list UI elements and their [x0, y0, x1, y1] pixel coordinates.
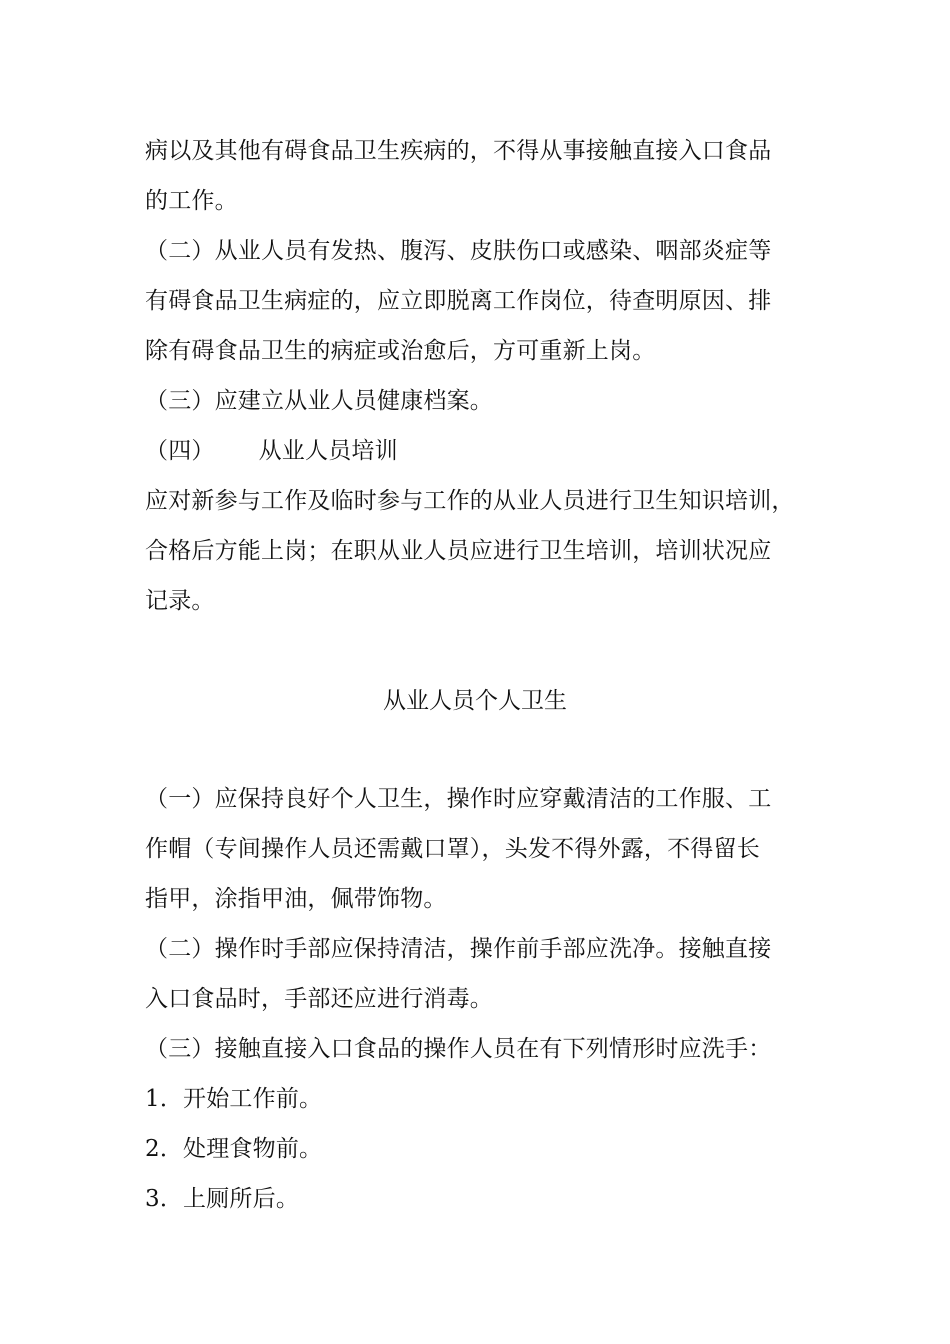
item-four-heading — [145, 436, 398, 466]
list-item: 1．开始工作前。 — [145, 1086, 323, 1112]
paragraph-line: 应对新参与工作及临时参与工作的从业人员进行卫生知识培训， — [145, 488, 795, 514]
item-four-title: 从业人员培训 — [258, 438, 398, 464]
section-heading: 从业人员个人卫生 — [383, 688, 567, 714]
paragraph-line: （二）操作时手部应保持清洁，操作前手部应洗净。接触直接 — [145, 936, 772, 962]
paragraph-line: （二）从业人员有发热、腹泻、皮肤伤口或感染、咽部炎症等 — [145, 238, 772, 264]
paragraph-line: 有碍食品卫生病症的，应立即脱离工作岗位，待查明原因、排 — [145, 288, 772, 314]
paragraph-line: （三）应建立从业人员健康档案。 — [145, 388, 493, 414]
paragraph-line: （三）接触直接入口食品的操作人员在有下列情形时应洗手： — [145, 1036, 772, 1062]
list-item: 2．处理食物前。 — [145, 1136, 323, 1162]
paragraph-line: 除有碍食品卫生的病症或治愈后，方可重新上岗。 — [145, 338, 656, 364]
item-four-label: （四） — [145, 438, 215, 464]
paragraph-line: 记录。 — [145, 588, 215, 614]
paragraph-line: 的工作。 — [145, 188, 238, 214]
paragraph-line: 病以及其他有碍食品卫生疾病的，不得从事接触直接入口食品 — [145, 138, 772, 164]
list-item: 3．上厕所后。 — [145, 1186, 300, 1212]
paragraph-line: 指甲，涂指甲油，佩带饰物。 — [145, 886, 447, 912]
paragraph-line: 入口食品时，手部还应进行消毒。 — [145, 986, 493, 1012]
paragraph-line: （一）应保持良好个人卫生，操作时应穿戴清洁的工作服、工 — [145, 786, 772, 812]
paragraph-line: 作帽（专间操作人员还需戴口罩），头发不得外露，不得留长 — [145, 836, 760, 862]
paragraph-line: 合格后方能上岗；在职从业人员应进行卫生培训，培训状况应 — [145, 538, 772, 564]
